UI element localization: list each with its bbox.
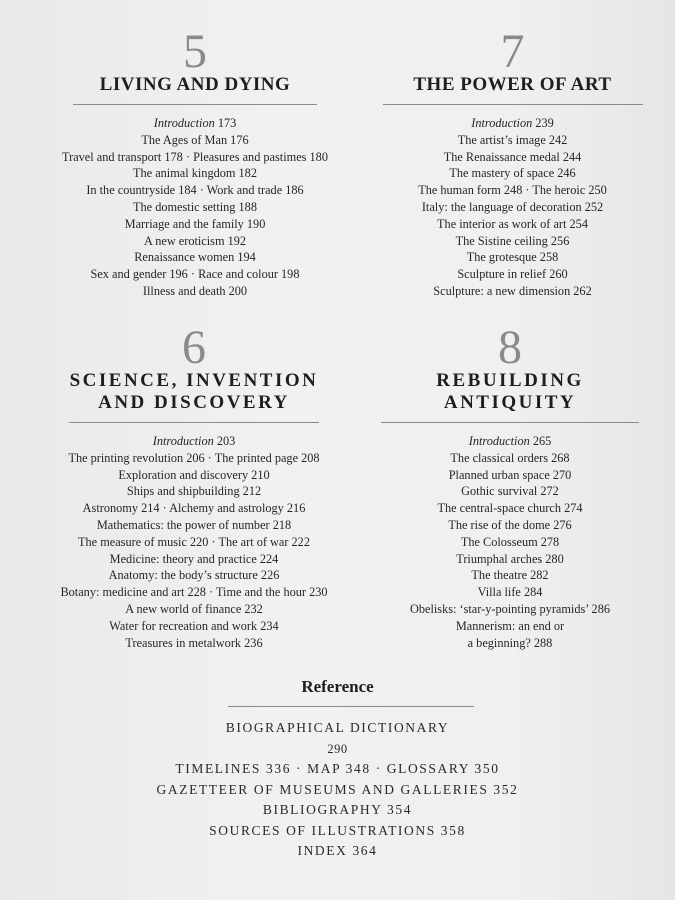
section-title-line-2: AND DISCOVERY <box>98 392 290 413</box>
toc-entry: The central-space church 274 <box>437 501 583 516</box>
section-7 <box>370 25 655 300</box>
toc-entry: The Ages of Man 176 <box>141 132 249 147</box>
reference-item: TIMELINES 336 · MAP 348 · GLOSSARY 350 <box>175 761 500 776</box>
section-title: SCIENCE, INVENTION <box>69 370 319 391</box>
section-title: REBUILDING <box>436 370 584 391</box>
reference-item: SOURCES OF ILLUSTRATIONS 358 <box>209 822 466 838</box>
toc-entry: The Colosseum 278 <box>460 534 560 549</box>
toc-entry: Marriage and the family 190 <box>124 216 266 231</box>
toc-entry: The classical orders 268 <box>450 450 570 465</box>
reference-item: BIOGRAPHICAL DICTIONARY <box>225 720 450 735</box>
toc-entry: Triumphal arches 280 <box>456 551 564 566</box>
toc-entry: The domestic setting 188 <box>133 199 257 214</box>
toc-entry: In the countryside 184 · Work and trade 186 <box>86 183 304 198</box>
section-rule <box>69 422 319 423</box>
section-entries <box>370 115 655 300</box>
section-number: 8 <box>498 321 522 374</box>
intro-label: Introduction <box>468 434 530 448</box>
toc-entry: a beginning? 288 <box>467 635 553 650</box>
section-entries <box>40 115 350 300</box>
toc-entry: The animal kingdom 182 <box>133 166 257 181</box>
reference-item: GAZETTEER OF MUSEUMS AND GALLERIES 352 <box>156 781 519 797</box>
section-8 <box>380 321 640 651</box>
section-rule <box>381 422 639 423</box>
toc-entry: Astronomy 214 · Alchemy and astrology 216 <box>82 501 306 516</box>
toc-entry: Travel and transport 178 · Pleasures and pastimes 180 <box>62 149 328 164</box>
section-number: 5 <box>183 25 207 78</box>
toc-entry: A new eroticism 192 <box>143 233 247 248</box>
toc-entry: The rise of the dome 276 <box>448 517 572 532</box>
section-title: LIVING AND DYING <box>99 74 291 95</box>
toc-entry: Mannerism: an end or <box>455 618 565 633</box>
intro-line <box>370 115 655 132</box>
section-number: 7 <box>500 25 525 78</box>
section-entries <box>38 433 350 651</box>
intro-page: 173 <box>217 116 237 130</box>
toc-entry: Sex and gender 196 · Race and colour 198 <box>90 267 300 282</box>
reference-rule <box>228 706 474 707</box>
section-rule <box>383 104 643 105</box>
toc-entry: The theatre 282 <box>471 568 549 583</box>
toc-entry: Treasures in metalwork 236 <box>125 635 263 650</box>
reference-item: 290 <box>327 741 348 756</box>
intro-label: Introduction <box>152 434 214 448</box>
section-rule <box>73 104 317 105</box>
toc-entry: Medicine: theory and practice 224 <box>109 551 279 566</box>
toc-entry: Mathematics: the power of number 218 <box>96 517 292 532</box>
intro-label: Introduction <box>153 116 215 130</box>
toc-entry: The interior as work of art 254 <box>437 216 588 231</box>
toc-entry: Villa life 284 <box>477 585 543 600</box>
intro-line <box>40 115 350 132</box>
toc-entry: A new world of finance 232 <box>125 601 263 616</box>
toc-entry: Anatomy: the body’s structure 226 <box>108 568 280 583</box>
toc-entry: The Renaissance medal 244 <box>443 149 582 164</box>
reference-list <box>0 718 675 862</box>
intro-label: Introduction <box>471 116 533 130</box>
toc-entry: Exploration and discovery 210 <box>118 467 270 482</box>
toc-entry: Sculpture: a new dimension 262 <box>433 283 592 298</box>
toc-entry: Illness and death 200 <box>142 283 248 298</box>
toc-entry: Water for recreation and work 234 <box>109 618 279 633</box>
toc-entry: Ships and shipbuilding 212 <box>126 484 262 499</box>
toc-entry: Renaissance women 194 <box>134 250 256 265</box>
intro-page: 203 <box>216 434 236 448</box>
toc-entry: Obelisks: ‘star-y-pointing pyramids’ 286 <box>409 601 610 616</box>
toc-entry: Sculpture in relief 260 <box>457 267 568 282</box>
toc-entry: Italy: the language of decoration 252 <box>421 199 604 214</box>
toc-entry: The grotesque 258 <box>466 250 559 265</box>
intro-page: 265 <box>532 434 552 448</box>
intro-line <box>38 433 350 450</box>
section-entries <box>380 433 640 651</box>
section-6 <box>38 321 350 651</box>
section-title: THE POWER OF ART <box>413 74 612 95</box>
section-number: 6 <box>182 321 206 374</box>
toc-entry: Planned urban space 270 <box>448 467 572 482</box>
reference-item: BIBLIOGRAPHY 354 <box>262 802 413 817</box>
toc-entry: Botany: medicine and art 228 · Time and the hour 230 <box>60 585 328 600</box>
toc-entry: The measure of music 220 · The art of war 222 <box>78 534 310 549</box>
toc-entry: The human form 248 · The heroic 250 <box>418 183 607 198</box>
intro-line <box>380 433 640 450</box>
toc-entry: The mastery of space 246 <box>449 166 576 181</box>
intro-page: 239 <box>535 116 554 130</box>
section-5 <box>40 25 350 300</box>
toc-entry: Gothic survival 272 <box>461 484 559 499</box>
reference-item: INDEX 364 <box>297 843 378 858</box>
section-title-line-2: ANTIQUITY <box>443 392 577 413</box>
toc-entry: The artist’s image 242 <box>457 132 568 147</box>
reference-title: Reference <box>301 677 374 696</box>
toc-entry: The Sistine ceiling 256 <box>455 233 570 248</box>
toc-entry: The printing revolution 206 · The printed page 208 <box>68 450 320 465</box>
